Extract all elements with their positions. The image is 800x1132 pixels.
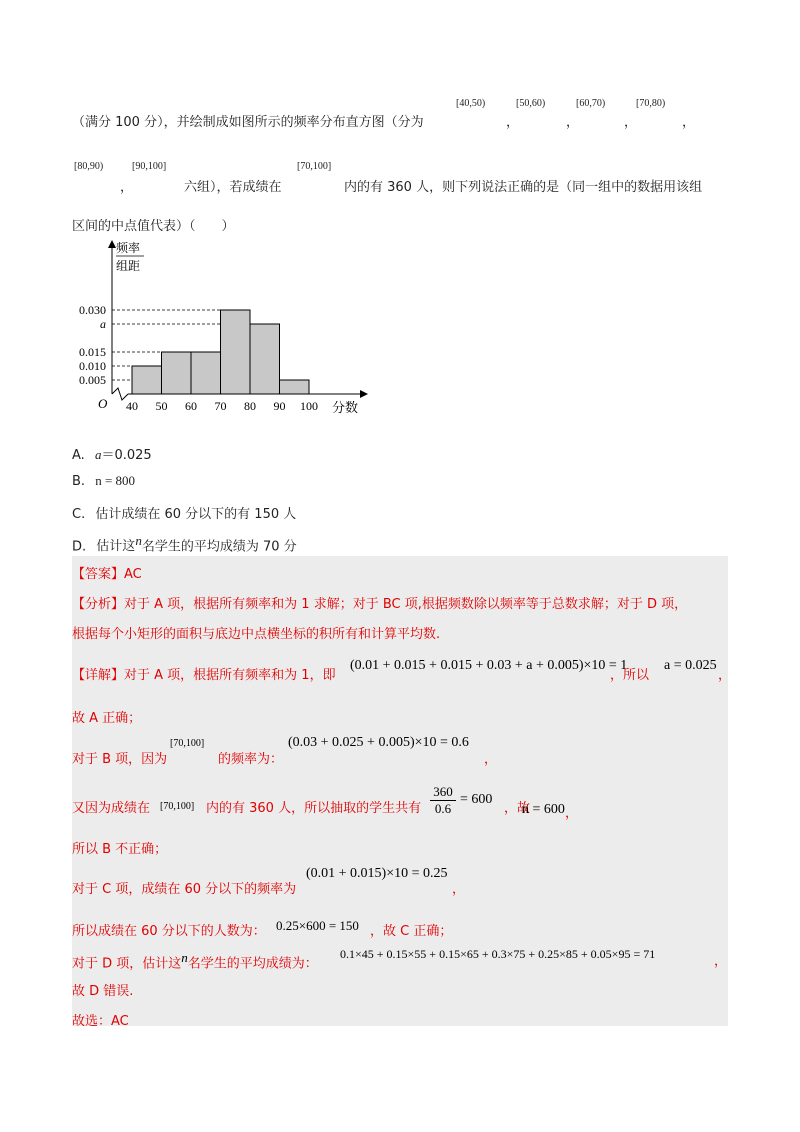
detail-b-text: 对于 B 项，因为	[72, 752, 168, 767]
detail-c-equation: (0.01 + 0.015)×10 = 0.25	[306, 866, 448, 881]
detail-b-equation: (0.03 + 0.025 + 0.005)×10 = 0.6	[288, 735, 469, 750]
detail-b-conclusion: 所以 B 不正确；	[72, 842, 168, 857]
detail-d-text: 对于 D 项，估计这	[72, 956, 182, 972]
detail-a-comma: ，	[718, 668, 732, 683]
question-line2-tail: 内的有 360 人，则下列说法正确的是（同一组中的数据用该组	[344, 180, 703, 195]
x-tick-label: 70	[214, 399, 227, 413]
detail-a-equation: (0.01 + 0.015 + 0.015 + 0.03 + a + 0.005)×10 = 1	[350, 658, 628, 673]
detail-b2-mid: 内的有 360 人，所以抽取的学生共有	[206, 801, 422, 816]
detail-d-var: n	[181, 950, 188, 965]
detail-b2-fraction	[430, 784, 456, 817]
ylabel-bottom: 组距	[116, 259, 141, 273]
detail-b2-pre: 又因为成绩在	[72, 801, 151, 816]
x-tick-label: 40	[126, 399, 138, 413]
y-tick-label: 0.010	[79, 359, 106, 373]
question-line2-mid: 六组），若成绩在	[184, 180, 282, 195]
detail-c-text: 对于 C 项，成绩在 60 分以下的频率为	[72, 882, 297, 897]
option-a-var: a	[94, 447, 102, 462]
detail-b2-eq: = 600	[460, 792, 493, 807]
option-d-post: 名学生的平均成绩为 70 分	[141, 539, 297, 555]
sep: ，	[682, 115, 696, 130]
option-d-pre: 估计这	[96, 539, 136, 555]
histogram-bar	[132, 366, 162, 394]
interval-3: [60,70)	[576, 98, 606, 109]
y-tick-label: a	[100, 317, 106, 331]
x-tick-label: 100	[300, 399, 318, 413]
sep: ，	[566, 115, 580, 130]
detail-a-text: 对于 A 项，根据所有频率和为 1，即	[124, 668, 336, 683]
origin-label: O	[98, 396, 108, 411]
detail-line-a	[72, 664, 336, 683]
y-tick-label: 0.015	[79, 345, 106, 359]
detail-d-equation: 0.1×45 + 0.15×55 + 0.15×65 + 0.3×75 + 0.25×85 + 0.05×95 = 71	[340, 947, 656, 961]
detail-b2-interval: [70,100]	[160, 801, 195, 812]
sep: ，	[506, 115, 520, 130]
option-c-letter: C.	[72, 507, 86, 522]
xlabel: 分数	[332, 400, 359, 415]
detail-d-line	[72, 950, 318, 971]
option-b	[72, 473, 135, 489]
histogram-bar	[280, 380, 310, 394]
option-c-text: 估计成绩在 60 分以下的有 150 人	[95, 507, 297, 522]
question-line3: 区间的中点值代表）（ ）	[72, 219, 235, 234]
question-line1: （满分 100 分），并绘制成如图所示的频率分布直方图（分为	[72, 115, 424, 130]
option-d-var: n	[135, 533, 142, 548]
final-answer: 故选：AC	[72, 1014, 129, 1029]
option-c	[72, 503, 296, 522]
answer-tag: 【答案】	[72, 567, 125, 582]
interval-2: [50,60)	[516, 98, 546, 109]
detail-b2-gu: ，故	[504, 801, 531, 816]
frequency-histogram	[68, 238, 378, 418]
sep: ，	[624, 115, 638, 130]
interval-6: [90,100]	[132, 161, 167, 172]
detail-tag: 【详解】	[72, 668, 125, 683]
detail-a-mid: ，所以	[610, 668, 650, 683]
interval-1: [40,50)	[456, 98, 486, 109]
sep: ，	[120, 180, 134, 195]
detail-b-comma: ，	[484, 752, 498, 767]
detail-d-mid: 名学生的平均成绩为：	[187, 956, 318, 972]
option-b-letter: B.	[72, 474, 86, 489]
analysis-text-2: 根据每个小矩形的面积与底边中点横坐标的积所有和计算平均数.	[72, 627, 441, 642]
histogram-bar	[191, 352, 221, 394]
interval-4: [70,80)	[636, 98, 666, 109]
fraction-denominator: 0.6	[434, 801, 452, 816]
analysis-tag: 【分析】	[72, 597, 125, 612]
ylabel-top: 频率	[116, 241, 141, 255]
detail-c2-text: 所以成绩在 60 分以下的人数为：	[72, 924, 266, 939]
interval-5: [80,90)	[74, 161, 104, 172]
interval-70-100: [70,100]	[297, 161, 332, 172]
option-a-letter: A.	[72, 448, 85, 463]
detail-a-conclusion: 故 A 正确；	[72, 711, 142, 726]
option-a-text: ＝0.025	[101, 448, 152, 463]
x-tick-label: 60	[185, 399, 197, 413]
detail-c2-equation: 0.25×600 = 150	[276, 918, 359, 933]
histogram-bar	[162, 352, 192, 394]
detail-b2-result: n = 600	[522, 802, 565, 817]
option-a	[72, 444, 152, 463]
x-tick-label: 90	[273, 399, 286, 413]
detail-b-mid: 的频率为：	[218, 752, 284, 767]
analysis-line1	[72, 593, 687, 612]
y-tick-label: 0.005	[79, 373, 106, 387]
detail-d-conclusion: 故 D 错误.	[72, 984, 134, 999]
y-tick-label: 0.030	[79, 303, 106, 317]
option-d	[72, 533, 297, 554]
detail-c-comma: ，	[452, 882, 466, 897]
detail-b-interval: [70,100]	[170, 738, 205, 749]
fraction-numerator: 360	[430, 784, 456, 801]
answer-value: AC	[124, 567, 142, 582]
detail-a-result: a = 0.025	[664, 658, 717, 673]
x-tick-label: 50	[155, 399, 168, 413]
option-d-letter: D.	[72, 539, 87, 555]
detail-d-comma: ，	[714, 954, 728, 969]
histogram-bar	[250, 324, 280, 394]
x-tick-label: 80	[244, 399, 256, 413]
histogram-bar	[221, 310, 251, 394]
option-b-math: n = 800	[95, 473, 136, 488]
detail-b2-comma: ，	[565, 806, 579, 821]
detail-c2-tail: ，故 C 正确；	[370, 924, 453, 939]
analysis-text-1: 对于 A 项，根据所有频率和为 1 求解；对于 BC 项,根据频数除以频率等于总数求解；对于 D 项，	[124, 597, 688, 612]
answer-line	[72, 563, 142, 582]
